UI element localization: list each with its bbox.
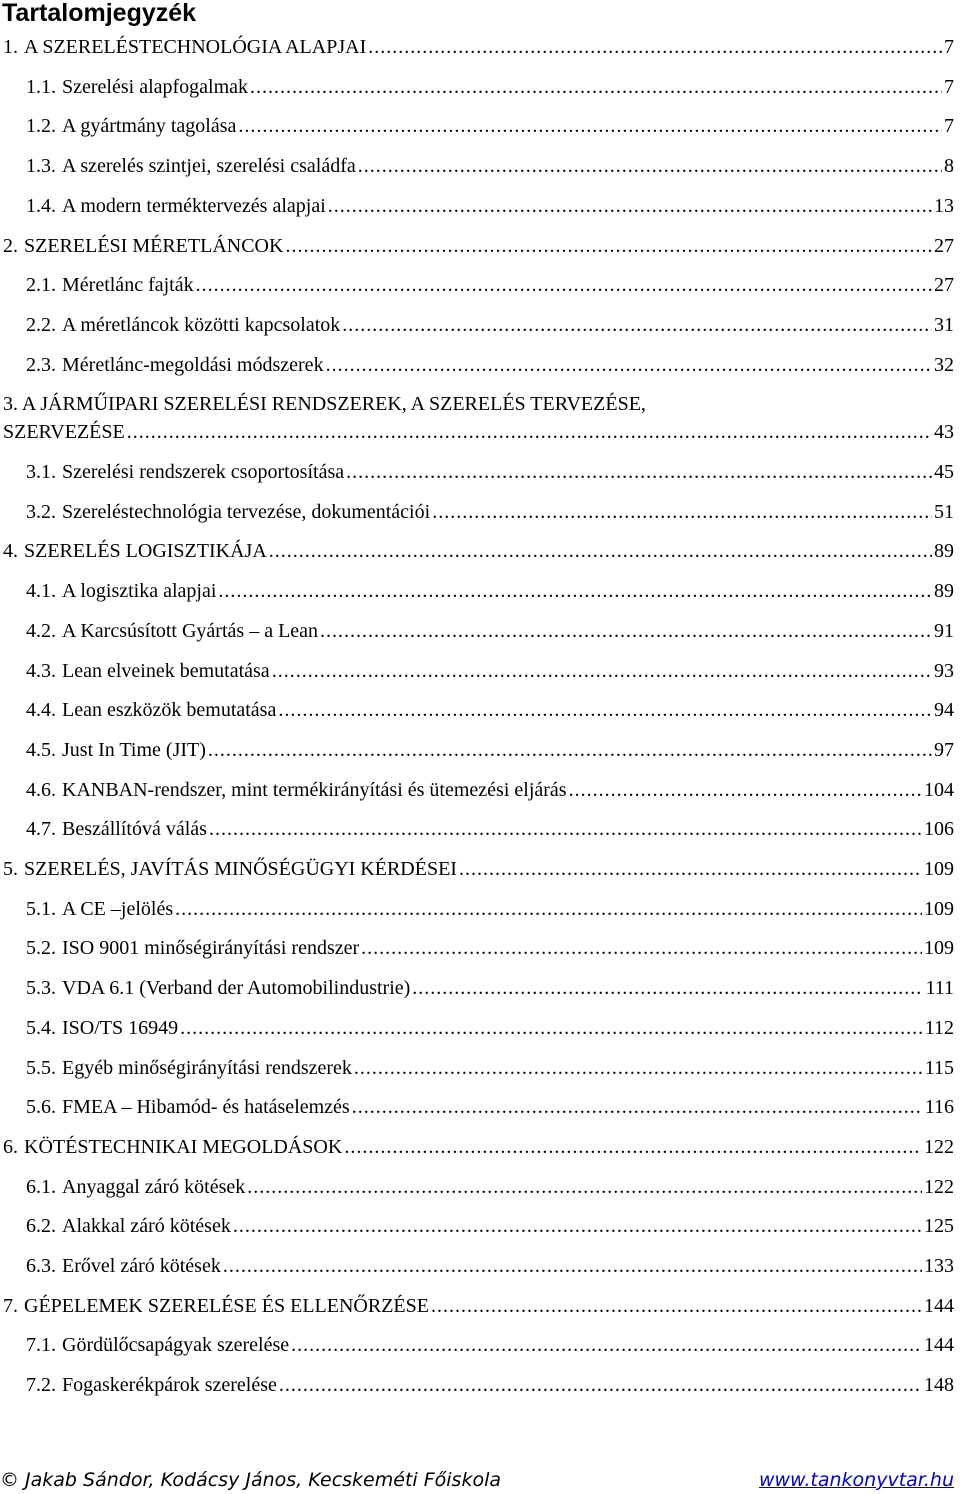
- toc-dot-leader: [276, 696, 932, 724]
- toc-dot-leader: [366, 33, 942, 61]
- toc-dot-leader: [245, 1173, 922, 1201]
- toc-entry-title: A gyártmány tagolása: [62, 115, 237, 138]
- toc-dot-leader: [359, 934, 922, 962]
- toc-page-number: 148: [924, 1374, 954, 1397]
- footer-link[interactable]: www.tankonyvtar.hu: [758, 1469, 954, 1491]
- toc-entry-chapter[interactable]: [3, 1133, 954, 1161]
- toc-entry-section[interactable]: [26, 776, 954, 804]
- toc-entry-section[interactable]: [26, 657, 954, 685]
- toc-page-number: 122: [924, 1135, 954, 1158]
- toc-entry-number: 6.1.: [26, 1175, 56, 1198]
- toc-entry-title: SZERELÉS LOGISZTIKÁJA: [24, 540, 267, 563]
- toc-entry-section[interactable]: [26, 152, 954, 180]
- toc-dot-leader: [356, 152, 942, 180]
- toc-entry-number: 3.2.: [26, 500, 56, 523]
- toc-entry-number: 6.3.: [26, 1255, 56, 1277]
- toc-entry-section[interactable]: [26, 1093, 954, 1121]
- toc-dot-leader: [221, 1252, 922, 1280]
- toc-entry-section[interactable]: [26, 1173, 954, 1201]
- toc-dot-leader: [410, 974, 923, 1002]
- toc-entry-title: Fogaskerékpárok szerelése: [62, 1374, 277, 1397]
- toc-entry-number: 2.3.: [26, 353, 56, 376]
- toc-entry-title: Gördülőcsapágyak szerelése: [62, 1334, 290, 1357]
- toc-entry-title: SZERELÉSI MÉRETLÁNCOK: [24, 234, 284, 257]
- toc-entry-title: A Karcsúsított Gyártás – a Lean: [62, 619, 319, 642]
- toc-entry-chapter[interactable]: [3, 537, 954, 565]
- toc-entry-title: A logisztika alapjai: [62, 580, 217, 603]
- toc-entry-chapter[interactable]: [3, 855, 954, 883]
- toc-page-number: 27: [934, 274, 954, 297]
- toc-dot-leader: [318, 617, 932, 645]
- toc-entry-title: Alakkal záró kötések: [62, 1215, 231, 1238]
- toc-page-number: 8: [944, 155, 954, 178]
- toc-page-number: 109: [924, 858, 954, 880]
- toc-page-number: 115: [924, 1056, 954, 1079]
- toc-entry-number: 2.: [3, 234, 18, 257]
- toc-dot-leader: [178, 1014, 923, 1042]
- toc-dot-leader: [429, 1292, 922, 1320]
- toc-page-number: 104: [924, 778, 954, 801]
- toc-entry-chapter-line2[interactable]: [3, 418, 954, 446]
- toc-page-number: 27: [934, 234, 954, 257]
- toc-entry-title: Lean elveinek bemutatása: [62, 659, 270, 682]
- toc-entry-section[interactable]: [26, 1331, 954, 1359]
- toc-entry-title: Szerelési alapfogalmak: [62, 75, 249, 98]
- toc-entry-title: Beszállítóvá válás: [62, 818, 207, 841]
- toc-dot-leader: [340, 311, 932, 339]
- toc-entry-chapter-line1[interactable]: [3, 390, 646, 418]
- toc-entry-number: 4.7.: [26, 818, 56, 841]
- toc-page-number: 144: [924, 1334, 954, 1357]
- toc-entry-number: 5.: [3, 858, 18, 880]
- toc-entry-title: VDA 6.1 (Verband der Automobilindustrie): [62, 977, 411, 1000]
- toc-page-number: 106: [924, 818, 954, 841]
- toc-entry-title-continuation: SZERVEZÉSE: [3, 421, 125, 444]
- toc-entry-number: 2.1.: [26, 274, 56, 297]
- toc-entry-chapter[interactable]: [3, 232, 954, 260]
- toc-page-number: 109: [924, 937, 954, 960]
- toc-entry-section[interactable]: [26, 895, 954, 923]
- toc-entry-section[interactable]: [26, 271, 954, 299]
- toc-entry-section[interactable]: [26, 458, 954, 486]
- toc-dot-leader: [236, 112, 942, 140]
- toc-entry-chapter[interactable]: [3, 1292, 954, 1320]
- toc-entry-title: Egyéb minőségirányítási rendszerek: [62, 1056, 352, 1079]
- toc-entry-section[interactable]: [26, 1054, 954, 1082]
- toc-entry-section[interactable]: [26, 696, 954, 724]
- toc-page-number: 51: [934, 500, 954, 523]
- toc-entry-number: 6.: [3, 1135, 18, 1158]
- toc-dot-leader: [248, 73, 942, 101]
- toc-entry-title: Méretlánc fajták: [62, 274, 194, 297]
- toc-dot-leader: [207, 815, 922, 843]
- toc-dot-leader: [173, 895, 922, 923]
- footer-copyright: © Jakab Sándor, Kodácsy János, Kecskeméti Főiskola: [0, 1469, 501, 1491]
- toc-entry-section[interactable]: [26, 736, 954, 764]
- toc-entry-section[interactable]: [26, 192, 954, 220]
- toc-entry-section[interactable]: [26, 934, 954, 962]
- toc-entry-title: Lean eszközök bemutatása: [62, 699, 277, 722]
- toc-entry-title: ISO 9001 minőségirányítási rendszer: [62, 937, 360, 960]
- toc-entry-section[interactable]: [26, 73, 954, 101]
- toc-entry-title: Méretlánc-megoldási módszerek: [62, 353, 324, 376]
- toc-entry-title: A méretláncok közötti kapcsolatok: [62, 313, 341, 336]
- toc-entry-number: 4.1.: [26, 580, 56, 603]
- toc-page-number: 31: [934, 313, 954, 336]
- toc-entry-title: A SZERELÉSTECHNOLÓGIA ALAPJAI: [24, 36, 367, 58]
- toc-entry-number: 5.1.: [26, 897, 56, 920]
- toc-entry-title: Erővel záró kötések: [62, 1255, 221, 1277]
- toc-entry-section[interactable]: [26, 815, 954, 843]
- toc-entry-section[interactable]: [26, 577, 954, 605]
- toc-page-number: 13: [934, 194, 954, 217]
- toc-entry-number: 4.2.: [26, 619, 56, 642]
- toc-dot-leader: [216, 577, 932, 605]
- toc-entry-title: A JÁRMŰIPARI SZERELÉSI RENDSZEREK, A SZERELÉS TERVEZÉSE,: [21, 393, 646, 416]
- toc-entry-number: 5.5.: [26, 1056, 56, 1079]
- toc-page-number: 144: [924, 1294, 954, 1317]
- toc-page-number: 89: [934, 540, 954, 563]
- toc-entry-number: 4.4.: [26, 699, 56, 722]
- toc-entry-title: A CE –jelölés: [62, 897, 174, 920]
- toc-entry-number: 5.3.: [26, 977, 56, 1000]
- toc-entry-title: SZERELÉS, JAVÍTÁS MINŐSÉGÜGYI KÉRDÉSEI: [24, 858, 457, 880]
- toc-entry-section[interactable]: [26, 617, 954, 645]
- toc-entry-number: 1.: [3, 36, 18, 58]
- toc-page-number: 45: [934, 461, 954, 483]
- toc-page-number: 94: [934, 699, 954, 722]
- toc-entry-number: 5.2.: [26, 937, 56, 960]
- toc-page-number: 116: [924, 1096, 954, 1119]
- toc-dot-leader: [344, 458, 932, 486]
- toc-dot-leader: [267, 537, 932, 565]
- toc-entry-title: Just In Time (JIT): [62, 738, 206, 761]
- toc-entry-number: 1.4.: [26, 194, 56, 217]
- toc-dot-leader: [283, 232, 932, 260]
- toc-entry-number: 2.2.: [26, 313, 56, 336]
- toc-page-number: 7: [944, 75, 954, 98]
- toc-entry-title: Anyaggal záró kötések: [62, 1175, 246, 1198]
- toc-dot-leader: [270, 657, 932, 685]
- toc-entry-section[interactable]: [26, 1212, 954, 1240]
- toc-page-number: 111: [925, 977, 954, 1000]
- toc-entry-number: 1.1.: [26, 75, 56, 98]
- toc-page-number: 109: [924, 897, 954, 920]
- toc-entry-number: 4.: [3, 540, 18, 563]
- toc-entry-number: 7.: [3, 1294, 18, 1317]
- toc-entry-number: 4.3.: [26, 659, 56, 682]
- toc-dot-leader: [206, 736, 932, 764]
- toc-dot-leader: [430, 498, 932, 526]
- toc-dot-leader: [194, 271, 932, 299]
- toc-dot-leader: [457, 855, 922, 883]
- toc-page-number: 133: [924, 1255, 954, 1277]
- toc-page-number: 97: [934, 738, 954, 761]
- toc-dot-leader: [350, 1093, 923, 1121]
- toc-dot-leader: [125, 418, 932, 446]
- toc-page-number: 32: [934, 353, 954, 376]
- toc-page-number: 125: [924, 1215, 954, 1238]
- toc-entry-title: A modern terméktervezés alapjai: [62, 194, 326, 217]
- toc-dot-leader: [277, 1371, 922, 1399]
- toc-entry-title: GÉPELEMEK SZERELÉSE ÉS ELLENŐRZÉSE: [24, 1294, 429, 1317]
- toc-entry-number: 3.1.: [26, 461, 56, 483]
- toc-entry-number: 7.2.: [26, 1374, 56, 1397]
- toc-page-number: 89: [934, 580, 954, 603]
- toc-dot-leader: [289, 1331, 922, 1359]
- toc-entry-number: 6.2.: [26, 1215, 56, 1238]
- toc-entry-number: 3.: [3, 393, 18, 416]
- toc-page-number: 93: [934, 659, 954, 682]
- toc-entry-number: 5.6.: [26, 1096, 56, 1119]
- toc-entry-section[interactable]: [26, 112, 954, 140]
- toc-dot-leader: [352, 1054, 923, 1082]
- toc-entry-section[interactable]: [26, 1252, 954, 1280]
- toc-entry-section[interactable]: [26, 351, 954, 379]
- toc-entry-title: KÖTÉSTECHNIKAI MEGOLDÁSOK: [24, 1135, 343, 1158]
- toc-page-number: 7: [944, 36, 954, 58]
- toc-page-number: 91: [934, 619, 954, 642]
- page-title: Tartalomjegyzék: [2, 0, 197, 27]
- toc-entry-title: ISO/TS 16949: [62, 1016, 179, 1039]
- toc-dot-leader: [342, 1133, 922, 1161]
- toc-entry-title: A szerelés szintjei, szerelési családfa: [62, 155, 356, 178]
- toc-dot-leader: [567, 776, 922, 804]
- toc-dot-leader: [324, 351, 932, 379]
- toc-entry-title: KANBAN-rendszer, mint termékirányítási és ütemezési eljárás: [62, 778, 567, 801]
- toc-entry-chapter[interactable]: [3, 33, 954, 61]
- toc-entry-number: 5.4.: [26, 1016, 56, 1039]
- toc-entry-title: Szerelési rendszerek csoportosítása: [62, 461, 345, 483]
- toc-entry-number: 7.1.: [26, 1334, 56, 1357]
- toc-entry-number: 1.3.: [26, 155, 56, 178]
- toc-entry-title: FMEA – Hibamód- és hatáselemzés: [62, 1096, 350, 1119]
- toc-entry-section[interactable]: [26, 1014, 954, 1042]
- toc-entry-number: 4.5.: [26, 738, 56, 761]
- toc-dot-leader: [326, 192, 932, 220]
- toc-entry-section[interactable]: [26, 974, 954, 1002]
- toc-entry-title: Szereléstechnológia tervezése, dokumentációi: [62, 500, 431, 523]
- toc-entry-number: 1.2.: [26, 115, 56, 138]
- toc-entry-section[interactable]: [26, 498, 954, 526]
- toc-entry-section[interactable]: [26, 311, 954, 339]
- toc-page-number: 112: [924, 1016, 954, 1039]
- toc-entry-section[interactable]: [26, 1371, 954, 1399]
- toc-entry-number: 4.6.: [26, 778, 56, 801]
- toc-dot-leader: [231, 1212, 922, 1240]
- toc-page-number: 122: [924, 1175, 954, 1198]
- toc-page-number: 43: [934, 421, 954, 444]
- toc-page-number: 7: [944, 115, 954, 138]
